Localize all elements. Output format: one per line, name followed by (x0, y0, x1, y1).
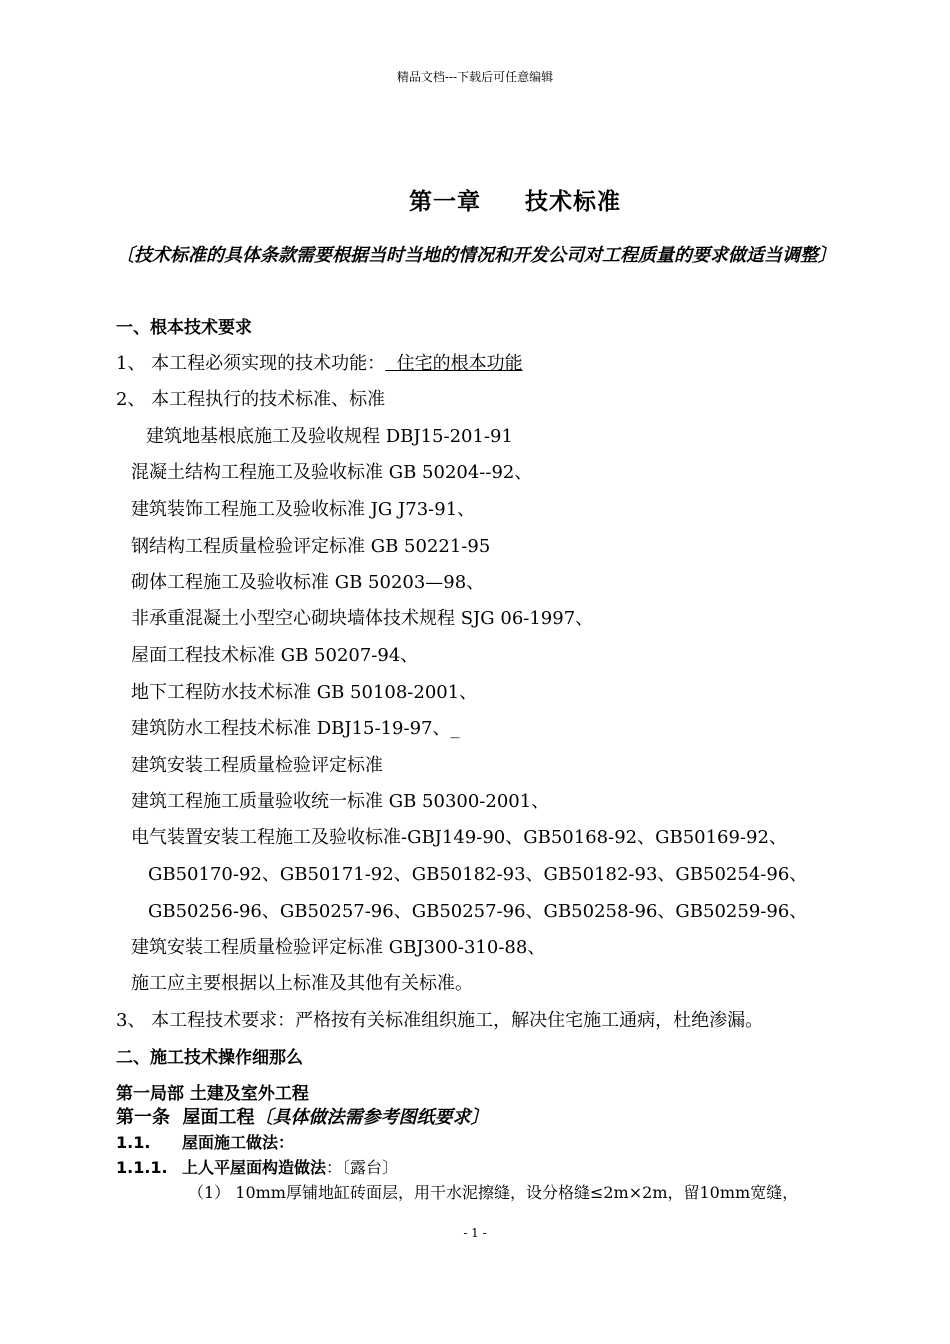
standard-item: 建筑安装工程质量检验评定标准 (131, 755, 383, 776)
article-label: 第一条 屋面工程 (116, 1107, 255, 1128)
section-heading-2: 二、施工技术操作细那么 (116, 1048, 303, 1068)
chapter-title (0, 183, 950, 216)
item-1 (116, 349, 523, 375)
standard-item: 电气装置安装工程施工及验收标准-GBJ149-90、GB50168-92、GB50169-92、 (131, 827, 787, 848)
article-note: 〔具体做法需参考图纸要求〕 (254, 1107, 489, 1128)
subsection-1-1 (116, 1130, 294, 1153)
subsection-1-1-1 (116, 1155, 398, 1178)
standard-item: 建筑地基根底施工及验收规程 DBJ15-201-91 (146, 426, 513, 447)
section-heading-1: 一、根本技术要求 (116, 318, 252, 338)
standard-item: 建筑防水工程技术标准 DBJ15-19-97、_ (131, 718, 460, 739)
paragraph-1: （1） 10mm厚铺地缸砖面层，用干水泥擦缝，设分格缝≤2m×2m，留10mm宽缝， (188, 1183, 799, 1202)
standard-item: 非承重混凝土小型空心砌块墙体技术规程 SJG 06-1997、 (131, 608, 594, 629)
standard-item: 建筑安装工程质量检验评定标准 GBJ300-310-88、 (131, 937, 546, 958)
subsection-suffix: ：〔露台〕 (326, 1158, 399, 1177)
subsection-number: 1.1. (116, 1133, 151, 1152)
standard-item: 施工应主要根据以上标准及其他有关标准。 (131, 973, 473, 994)
page-header: 精品文档---下载后可任意编辑 (396, 70, 554, 84)
standard-item: 混凝土结构工程施工及验收标准 GB 50204--92、 (131, 462, 533, 483)
chapter-number: 第一章 (409, 189, 481, 215)
chapter-note: 〔技术标准的具体条款需要根据当时当地的情况和开发公司对工程质量的要求做适当调整〕 (116, 245, 836, 266)
standard-item: 钢结构工程质量检验评定标准 GB 50221-95 (131, 536, 491, 557)
subsection-number: 1.1.1. (116, 1158, 168, 1177)
standard-item: 屋面工程技术标准 GB 50207-94、 (131, 645, 419, 666)
article-heading (116, 1103, 489, 1129)
item-1-label: 1、 本工程必须实现的技术功能： (116, 353, 386, 374)
standard-item: GB50170-92、GB50171-92、GB50182-93、GB50182-93、GB50254-96、 (148, 864, 808, 885)
standard-item: GB50256-96、GB50257-96、GB50257-96、GB50258-96、GB50259-96、 (148, 901, 808, 922)
subsection-text: 屋面施工做法： (182, 1133, 295, 1152)
standard-item: 建筑装饰工程施工及验收标准 JG J73-91、 (131, 499, 476, 520)
standard-item: 地下工程防水技术标准 GB 50108-2001、 (131, 682, 478, 703)
item-1-value: 住宅的根本功能 (385, 353, 523, 374)
item-3: 3、 本工程技术要求：严格按有关标准组织施工，解决住宅施工通病，杜绝渗漏。 (116, 1010, 764, 1031)
subsection-text: 上人平屋面构造做法 (182, 1158, 327, 1177)
standard-item: 砌体工程施工及验收标准 GB 50203—98、 (131, 572, 485, 593)
page-number: - 1 - (463, 1226, 487, 1240)
chapter-name: 技术标准 (525, 189, 621, 215)
item-2: 2、 本工程执行的技术标准、标准 (116, 389, 386, 410)
standard-item: 建筑工程施工质量验收统一标准 GB 50300-2001、 (131, 791, 550, 812)
part-heading: 第一局部 土建及室外工程 (116, 1084, 309, 1104)
